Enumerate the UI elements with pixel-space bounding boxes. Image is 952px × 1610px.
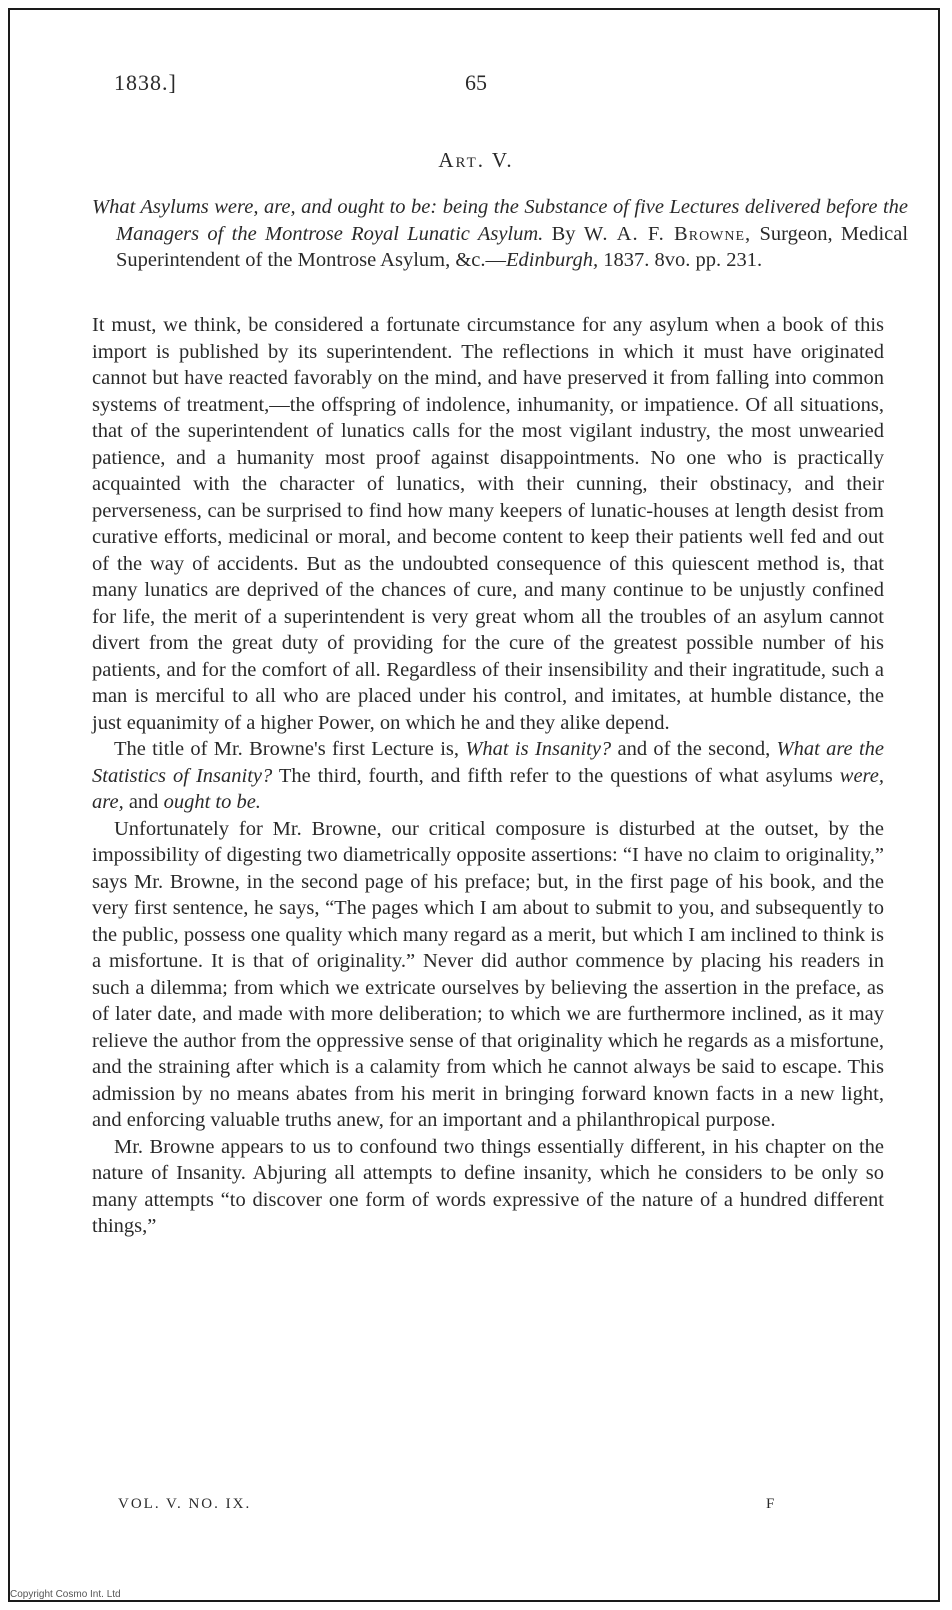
p2-text-c: and of the second,: [617, 738, 771, 760]
copyright-watermark: Copyright Cosmo Int. Ltd: [10, 1589, 121, 1600]
citation-details: 1837. 8vo. pp. 231.: [603, 249, 763, 271]
footer-volume: VOL. V. NO. IX.: [118, 1496, 252, 1512]
paragraph-4: Mr. Browne appears to us to confound two things essentially different, in his chapter on the nature of Insanity. Abjuring all attempts to define insanity, which he considers to be only so many attempts “to discover one form of words expressive of the nature of a hundred different things,”: [92, 1135, 884, 1237]
paragraph-3: Unfortunately for Mr. Browne, our critical composure is disturbed at the outset, by the impossibility of digesting two diametrically opposite assertions: “I have no claim to originality,” says Mr. Browne, in the second page of his preface; but, in the first page of his book, and the very first sentence, he says, “The pages which I am about to submit to you, and subsequently to the public, possess one quality which many regard as a merit, but which I am inclined to think is a misfortune. It is that of originality.” Never did author commence by placing his readers in such a dilemma; from which we extricate ourselves by believing the assertion in the preface, as of later date, and made with more deliberation; to which we are furthermore inclined, as it may relieve the author from the oppressive sense of that originality which he regards as a misfortune, and the straining after which is a calamity from which he cannot always be said to escape. This admission by no means abates from his merit in bringing forward known facts in a new light, and enforcing valuable truths anew, for an important and a philanthropical purpose.: [92, 817, 884, 1131]
article-body: [92, 312, 884, 1240]
p2-emphasis-ought: ought to be.: [163, 791, 261, 813]
paragraph-2: [92, 736, 884, 816]
paragraph-1: It must, we think, be considered a fortunate circumstance for any asylum when a book of this import is published by its superintendent. The reflections in which it must have originated cannot but have reacted favorably on the mind, and have preserved it from falling into common systems of treatment,—the offspring of indolence, inhumanity, or impatience. Of all situations, that of the superintendent of lunatics calls for the most vigilant industry, the most unwearied patience, and a humanity most proof against disappointments. No one who is practically acquainted with the character of lunatics, with their cunning, their obstinacy, and their perverseness, can be surprised to find how many keepers of lunatic-houses at length desist from curative efforts, medicinal or moral, and become content to keep their patients well fed and out of the way of accidents. But as the undoubted consequence of this quiescent method is, that many lunatics are deprived of the chances of cure, and many continue to be unjustly confined for life, the merit of a superintendent is very great whom all the troubles of an asylum cannot divert from the great duty of providing for the cure of the greatest possible number of his patients, and for the comfort of all. Regardless of their insensibility and their ingratitude, such a man is merciful to all who are placed under his control, and imitates, at humble distance, the just equanimity of a higher Power, on which he and they alike depend.: [92, 314, 884, 734]
article-heading: Art. V.: [438, 148, 514, 172]
p2-emphasis-were-are: were, are,: [92, 764, 884, 813]
running-header-year: 1838.]: [114, 70, 177, 95]
p2-text-a: The title of Mr. Browne's first Lecture is,: [114, 738, 460, 760]
citation-by: By: [551, 222, 576, 245]
page-number: 65: [465, 70, 487, 95]
citation-author: W. A. F. Browne,: [583, 222, 752, 245]
p2-lecture-title-1: What is Insanity?: [465, 738, 612, 760]
footer-signature: F: [766, 1496, 775, 1512]
citation-title: What Asylums were, are, and ought to be: being the Substance of five Lectures delivered before the Managers of the Montrose Royal Lunatic Asylum.: [92, 196, 908, 245]
p2-text-and: and: [128, 791, 159, 813]
citation-place: Edinburgh,: [506, 249, 599, 271]
citation-rest: Surgeon, Medical Superintendent of the Montrose Asylum, &c.—: [116, 222, 909, 271]
p2-text-e: The third, fourth, and fifth refer to the questions of what asylums: [278, 764, 833, 787]
p2-lecture-title-2: What are the Statistics of Insanity?: [92, 738, 885, 787]
book-citation: [92, 194, 908, 274]
